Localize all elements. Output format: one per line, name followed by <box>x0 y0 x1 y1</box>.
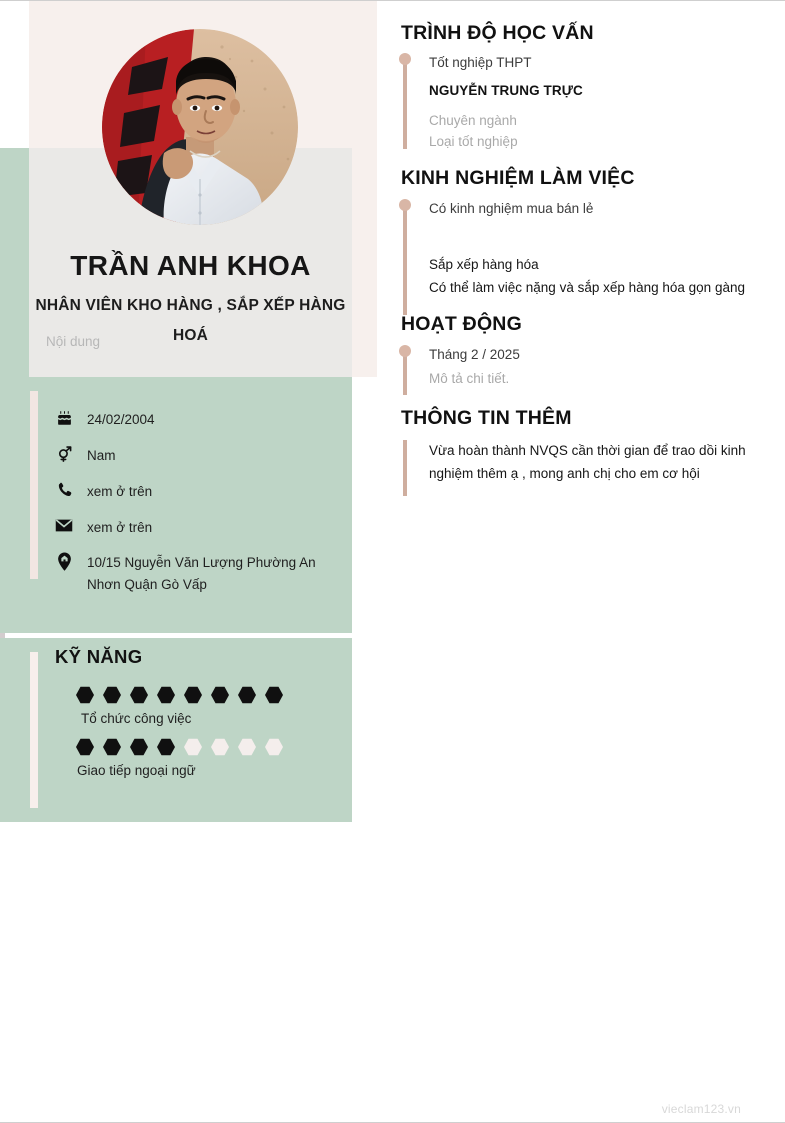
skill-hex-filled <box>76 738 94 756</box>
skills-section <box>0 638 352 822</box>
skill-hex-filled <box>157 686 175 704</box>
section-heading: THÔNG TIN THÊM <box>401 406 572 429</box>
skill-hex-empty <box>265 738 283 756</box>
timeline-dot <box>399 53 411 65</box>
education-date: Tốt nghiệp THPT <box>429 55 532 71</box>
skill-level-meter <box>76 738 283 756</box>
left-column <box>0 1 392 1123</box>
activity-date: Tháng 2 / 2025 <box>429 346 520 362</box>
skill-item <box>76 686 283 726</box>
section-body <box>401 439 769 485</box>
contact-item-birthdate <box>54 408 329 431</box>
avatar <box>102 29 298 225</box>
skill-item <box>76 738 283 778</box>
experience-description: Có thể làm việc nặng và sắp xếp hàng hóa gọn gàng <box>429 280 745 296</box>
experience-date: Có kinh nghiệm mua bán lẻ <box>429 200 594 216</box>
timeline-bar <box>403 57 407 149</box>
section-heading: TRÌNH ĐỘ HỌC VẤN <box>401 22 594 44</box>
education-grade: Loại tốt nghiệp <box>429 134 518 150</box>
section-education <box>401 23 769 161</box>
contact-item-email <box>54 516 329 539</box>
phone-icon <box>54 480 74 500</box>
skill-hex-filled <box>130 738 148 756</box>
section-body <box>401 345 769 390</box>
skill-label: Tổ chức công việc <box>81 711 192 726</box>
timeline-bar <box>403 440 407 496</box>
contact-item-gender <box>54 444 329 467</box>
contact-item-address <box>54 551 329 596</box>
skill-hex-filled <box>265 686 283 704</box>
skill-level-meter <box>76 686 283 704</box>
skill-hex-filled <box>76 686 94 704</box>
section-body <box>401 53 769 161</box>
skill-hex-filled <box>157 738 175 756</box>
contact-accent-bar <box>30 391 38 579</box>
education-major: Chuyên ngành <box>429 113 517 129</box>
section-activities <box>401 314 769 389</box>
skill-hex-filled <box>130 686 148 704</box>
skill-hex-filled <box>238 686 256 704</box>
skill-hex-empty <box>211 738 229 756</box>
section-heading: KINH NGHIỆM LÀM VIỆC <box>401 167 635 190</box>
timeline-dot <box>399 199 411 211</box>
skill-hex-empty <box>238 738 256 756</box>
contact-value: 10/15 Nguyễn Văn Lượng Phường An Nhơn Quận Gò Vấp <box>87 555 316 593</box>
portrait-photo-icon <box>102 29 298 225</box>
contact-list <box>54 408 329 596</box>
page-title: TRẦN ANH KHOA <box>70 250 311 281</box>
additional-description: Vừa hoàn thành NVQS cần thời gian để trao dồi kinh nghiệm thêm ạ , mong anh chị cho em cơ hội <box>429 443 746 482</box>
email-icon <box>54 516 74 536</box>
contact-value: 24/02/2004 <box>87 412 155 427</box>
content-placeholder: Nội dung <box>46 334 101 349</box>
skill-hex-filled <box>103 738 121 756</box>
section-additional-info <box>401 408 769 486</box>
experience-role: Sắp xếp hàng hóa <box>429 257 539 273</box>
birthday-cake-icon <box>54 408 74 428</box>
skill-hex-empty <box>184 738 202 756</box>
section-body <box>401 199 769 300</box>
skill-hex-filled <box>211 686 229 704</box>
contact-item-phone <box>54 480 329 503</box>
section-experience <box>401 168 769 299</box>
contact-value: xem ở trên <box>87 519 153 535</box>
right-column <box>401 1 769 485</box>
skill-label: Giao tiếp ngoại ngữ <box>77 763 196 778</box>
location-pin-icon <box>54 551 74 571</box>
skills-accent-bar <box>30 652 38 808</box>
timeline-bar <box>403 203 407 315</box>
contact-value: xem ở trên <box>87 483 153 499</box>
section-heading: HOẠT ĐỘNG <box>401 313 522 336</box>
job-title: NHÂN VIÊN KHO HÀNG , SẮP XẾP HÀNG HOÁ <box>35 296 346 344</box>
contact-value: Nam <box>87 447 116 463</box>
education-school: NGUYỄN TRUNG TRỰC <box>429 83 583 99</box>
site-watermark: vieclam123.vn <box>661 1102 741 1116</box>
skill-hex-filled <box>184 686 202 704</box>
timeline-dot <box>399 345 411 357</box>
activity-description: Mô tả chi tiết. <box>429 370 510 386</box>
gender-icon <box>54 444 74 464</box>
skill-hex-filled <box>103 686 121 704</box>
skills-heading: KỸ NĂNG <box>55 646 143 667</box>
